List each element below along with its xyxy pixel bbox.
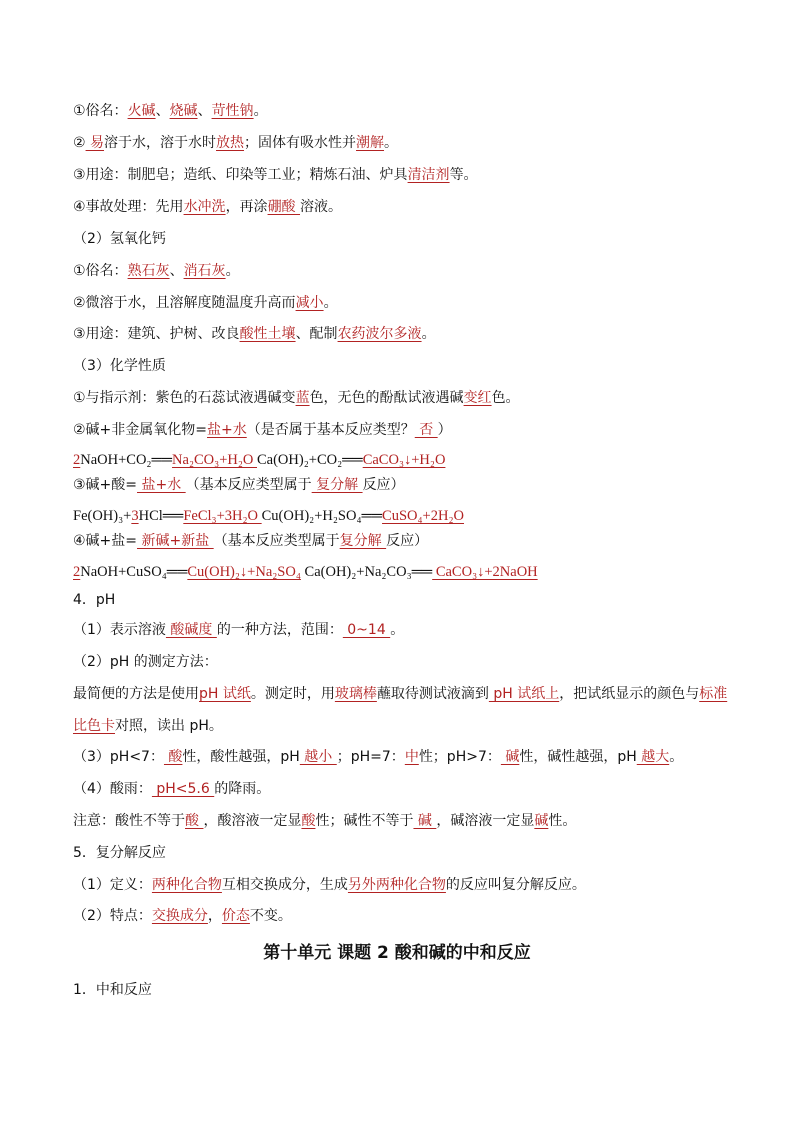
- answer-text: 水冲洗: [183, 199, 226, 215]
- answer-text: FeCl₃+3H₂O: [183, 508, 262, 524]
- caoh2-uses: [73, 324, 436, 344]
- static-text: 溶液。: [300, 199, 343, 215]
- static-text: 性，碱性越强，pH: [519, 749, 637, 765]
- answer-text: 复分解: [339, 533, 387, 549]
- indicator-property: [73, 388, 520, 408]
- caoh2-heading: [73, 229, 166, 249]
- ph-heading: [73, 590, 115, 610]
- answer-text: 越小: [299, 749, 337, 765]
- answer-text: 价态: [221, 908, 250, 924]
- static-text: 。: [384, 135, 399, 151]
- static-text: 色。: [491, 390, 520, 406]
- static-text: 性，酸性越强，pH: [182, 749, 300, 765]
- answer-text: Na₂CO₃+H₂O: [172, 452, 257, 468]
- answer-text: 酸性土壤: [239, 326, 296, 342]
- answer-text: 标准: [699, 686, 728, 702]
- answer-text: 否: [414, 422, 438, 438]
- static-text: 。: [323, 295, 338, 311]
- static-text: 最简便的方法是使用: [73, 686, 199, 702]
- answer-text: 盐+水: [207, 422, 247, 438]
- static-text: 的反应叫复分解反应。: [445, 877, 586, 893]
- answer-text: 消石灰: [183, 263, 226, 279]
- answer-text: CaCO₃↓+2NaOH: [432, 564, 538, 580]
- answer-text: 放热: [216, 135, 245, 151]
- ph-method-line-1: [73, 684, 727, 704]
- answer-text: 熟石灰: [127, 263, 170, 279]
- ph-definition: [73, 620, 404, 640]
- answer-text: 蓝: [295, 390, 310, 406]
- answer-text: 火碱: [127, 103, 156, 119]
- static-text: ）: [437, 422, 452, 438]
- ph-method-line-2: [73, 716, 223, 736]
- static-text: 溶于水，溶于水时: [104, 135, 217, 151]
- static-text: 。: [253, 103, 268, 119]
- static-text: ④碱+盐=: [73, 533, 138, 549]
- static-text: 注意：酸性不等于: [73, 813, 185, 829]
- answer-text: 3: [131, 508, 139, 524]
- answer-text: 2: [73, 452, 81, 468]
- static-text: 等。: [449, 167, 478, 183]
- static-text: （2）pH 的测定方法：: [73, 654, 218, 670]
- answer-text: 酸: [163, 749, 183, 765]
- answer-text: 复分解: [311, 477, 363, 493]
- static-text: （1）定义：: [73, 877, 152, 893]
- static-text: （基本反应类型属于: [213, 533, 340, 549]
- answer-text: 碱: [534, 813, 549, 829]
- static-text: NaOH+CuSO₄══: [80, 564, 188, 580]
- naoh-uses: [73, 165, 478, 185]
- equation-row-1: [73, 450, 445, 470]
- equation-row-3: [73, 562, 538, 582]
- answer-text: 碱: [413, 813, 437, 829]
- static-text: 性；碱性不等于: [315, 813, 414, 829]
- answer-text: Cu(OH)₂↓+Na₂SO₄: [187, 564, 301, 580]
- static-text: （基本反应类型属于: [185, 477, 312, 493]
- naoh-accident-handling: [73, 197, 342, 217]
- static-text: （2）氢氧化钙: [73, 231, 166, 247]
- static-text: 的一种方法，范围：: [216, 622, 343, 638]
- section-title: 第十单元 课题 2 酸和碱的中和反应: [263, 943, 531, 963]
- static-text: （1）表示溶液: [73, 622, 166, 638]
- answer-text: 减小: [295, 295, 324, 311]
- answer-text: pH 试纸上: [488, 686, 560, 702]
- static-text: 、配制: [295, 326, 338, 342]
- static-text: ②: [73, 135, 86, 151]
- caoh2-common-names: [73, 261, 240, 281]
- static-text: ②碱+非金属氧化物=: [73, 422, 208, 438]
- static-text: 反应）: [386, 533, 429, 549]
- answer-text: 酸碱度: [165, 622, 217, 638]
- static-text: 。: [225, 263, 240, 279]
- naoh-solubility: [73, 133, 398, 153]
- static-text: 。: [390, 622, 405, 638]
- answer-text: 中: [404, 749, 419, 765]
- static-text: ③用途：制肥皂；造纸、印染等工业；精炼石油、炉具: [73, 167, 408, 183]
- answer-text: pH<5.6: [151, 781, 215, 797]
- naoh-common-names: [73, 101, 268, 121]
- answer-text: 另外两种化合物: [347, 877, 446, 893]
- base-acid-property: [73, 475, 405, 495]
- static-text: 性；pH>7：: [418, 749, 501, 765]
- static-text: ；固体有吸水性并: [244, 135, 357, 151]
- answer-text: 交换成分: [151, 908, 208, 924]
- answer-text: 玻璃棒: [334, 686, 377, 702]
- static-text: ③碱+酸=: [73, 477, 138, 493]
- answer-text: 比色卡: [73, 718, 115, 734]
- answer-text: 酸: [301, 813, 316, 829]
- answer-text: 易: [85, 135, 105, 151]
- neutralization-heading: [73, 980, 152, 1000]
- static-text: 、: [197, 103, 212, 119]
- ph-measurement-heading: [73, 652, 218, 672]
- static-text: Cu(OH)₂+H₂SO₄══: [261, 508, 383, 524]
- static-text: ，酸溶液一定显: [203, 813, 302, 829]
- static-text: 蘸取待测试液滴到: [376, 686, 489, 702]
- static-text: 、: [155, 103, 170, 119]
- static-text: 的降雨。: [214, 781, 271, 797]
- static-text: 4．pH: [73, 592, 116, 608]
- answer-text: CuSO₄+2H₂O: [382, 508, 464, 524]
- static-text: （是否属于基本反应类型？: [246, 422, 415, 438]
- answer-text: 苛性钠: [211, 103, 254, 119]
- answer-text: 两种化合物: [151, 877, 222, 893]
- static-text: （3）化学性质: [73, 358, 166, 374]
- answer-text: 变红: [463, 390, 492, 406]
- answer-text: 农药波尔多液: [337, 326, 422, 342]
- equation-row-2: [73, 506, 464, 526]
- answer-text: 盐+水: [137, 477, 186, 493]
- static-text: 5．复分解反应: [73, 845, 166, 861]
- answer-text: 潮解: [356, 135, 385, 151]
- static-text: ，碱溶液一定显: [436, 813, 535, 829]
- answer-text: CaCO₃↓+H₂O: [362, 452, 446, 468]
- static-text: Ca(OH)₂+Na₂CO₃══: [300, 564, 433, 580]
- static-text: 不变。: [249, 908, 292, 924]
- static-text: Ca(OH)₂+CO₂══: [257, 452, 363, 468]
- static-text: 反应）: [362, 477, 405, 493]
- static-text: ③用途：建筑、护树、改良: [73, 326, 240, 342]
- static-text: Fe(OH)₃+: [73, 508, 132, 524]
- caoh2-solubility: [73, 293, 338, 313]
- static-text: ；pH=7：: [336, 749, 405, 765]
- answer-text: 0~14: [342, 622, 391, 638]
- static-text: （2）特点：: [73, 908, 152, 924]
- ph-ranges: [73, 747, 683, 767]
- static-text: ，: [207, 908, 222, 924]
- double-decomposition-heading: [73, 843, 166, 863]
- static-text: 性。: [548, 813, 577, 829]
- answer-text: 新碱+新盐: [137, 533, 214, 549]
- double-decomposition-definition: [73, 875, 586, 895]
- static-text: 、: [169, 263, 184, 279]
- static-text: （4）酸雨：: [73, 781, 152, 797]
- base-oxide-property: [73, 420, 452, 440]
- static-text: 色，无色的酚酞试液遇碱: [309, 390, 464, 406]
- chemical-properties-heading: [73, 356, 166, 376]
- static-text: HCl══: [138, 508, 184, 524]
- base-salt-property: [73, 531, 428, 551]
- static-text: （3）pH<7：: [73, 749, 164, 765]
- static-text: ，把试纸显示的颜色与: [559, 686, 700, 702]
- answer-text: 硼酸: [267, 199, 301, 215]
- static-text: ①俗名：: [73, 263, 128, 279]
- acid-rain: [73, 779, 270, 799]
- static-text: ，再涂: [225, 199, 268, 215]
- answer-text: 烧碱: [169, 103, 198, 119]
- answer-text: 越大: [636, 749, 670, 765]
- answer-text: pH 试纸: [199, 686, 251, 702]
- static-text: 1．中和反应: [73, 982, 152, 998]
- answer-text: 清洁剂: [407, 167, 450, 183]
- static-text: ①俗名：: [73, 103, 128, 119]
- static-text: ②微溶于水，且溶解度随温度升高而: [73, 295, 296, 311]
- static-text: 。: [669, 749, 684, 765]
- static-text: 互相交换成分，生成: [221, 877, 348, 893]
- double-decomposition-features: [73, 906, 292, 926]
- answer-text: 2: [73, 564, 81, 580]
- answer-text: 碱: [500, 749, 520, 765]
- static-text: ④事故处理：先用: [73, 199, 184, 215]
- static-text: 。: [421, 326, 436, 342]
- static-text: NaOH+CO₂══: [80, 452, 173, 468]
- answer-text: 酸: [185, 813, 204, 829]
- static-text: 对照，读出 pH。: [115, 718, 223, 734]
- static-text: 。测定时，用: [250, 686, 335, 702]
- note: [73, 811, 576, 831]
- static-text: ①与指示剂：紫色的石蕊试液遇碱变: [73, 390, 296, 406]
